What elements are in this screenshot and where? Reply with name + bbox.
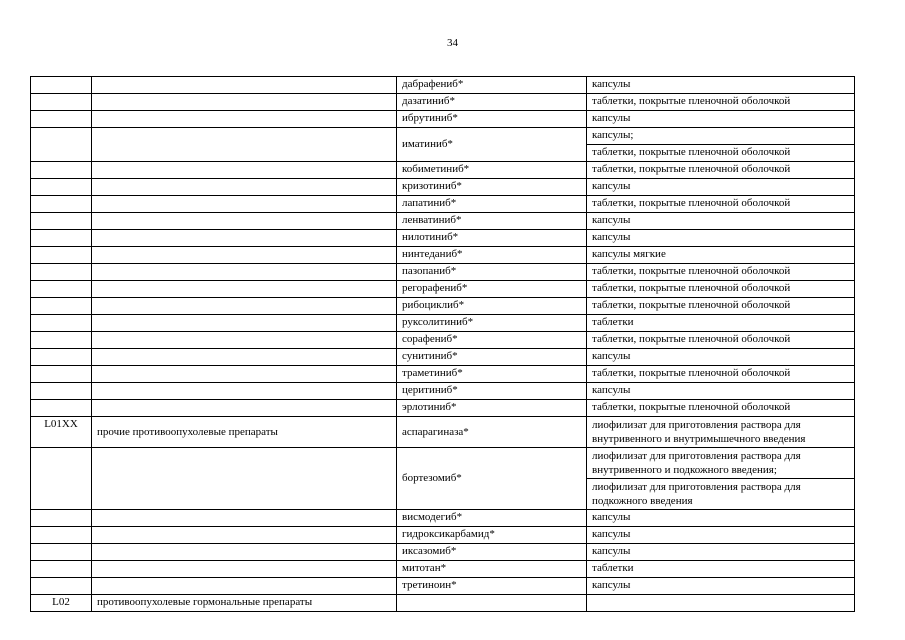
code-cell: [31, 213, 92, 230]
code-cell: [31, 349, 92, 366]
code-cell: [31, 111, 92, 128]
form-cell: таблетки, покрытые пленочной оболочкой: [587, 162, 855, 179]
code-cell: [31, 179, 92, 196]
table-row: [31, 400, 855, 417]
table-row: [31, 77, 855, 94]
group-cell: [92, 128, 397, 162]
form-cell: таблетки: [587, 561, 855, 578]
group-cell: [92, 247, 397, 264]
code-cell: [31, 315, 92, 332]
table-row: [31, 366, 855, 383]
code-cell: [31, 561, 92, 578]
drug-cell: сорафениб*: [397, 332, 587, 349]
code-cell: [31, 162, 92, 179]
form-cell: лиофилизат для приготовления раствора для внутривенного и внутримышечного введения: [587, 417, 855, 448]
table-row: [31, 230, 855, 247]
form-cell: таблетки, покрытые пленочной оболочкой: [587, 298, 855, 315]
form-cell: таблетки, покрытые пленочной оболочкой: [587, 145, 855, 162]
drug-cell: рибоциклиб*: [397, 298, 587, 315]
table-row: [31, 94, 855, 111]
page-number: 34: [447, 37, 458, 49]
form-cell: капсулы: [587, 527, 855, 544]
table-row: [31, 578, 855, 595]
form-cell: таблетки, покрытые пленочной оболочкой: [587, 332, 855, 349]
code-cell: [31, 544, 92, 561]
table-body: [31, 77, 855, 612]
form-cell: капсулы: [587, 349, 855, 366]
form-cell: лиофилизат для приготовления раствора для внутривенного и подкожного введения;: [587, 448, 855, 479]
form-cell: капсулы: [587, 111, 855, 128]
drug-cell: аспарагиназа*: [397, 417, 587, 448]
drug-cell: висмодегиб*: [397, 510, 587, 527]
form-cell: таблетки, покрытые пленочной оболочкой: [587, 196, 855, 213]
drug-cell: бортезомиб*: [397, 448, 587, 510]
group-cell: [92, 213, 397, 230]
group-cell: прочие противоопухолевые препараты: [92, 417, 397, 448]
code-cell: [31, 332, 92, 349]
drug-cell: дазатиниб*: [397, 94, 587, 111]
group-cell: [92, 332, 397, 349]
form-cell: лиофилизат для приготовления раствора для подкожного введения: [587, 479, 855, 510]
form-cell: капсулы: [587, 77, 855, 94]
group-cell: [92, 383, 397, 400]
code-cell: [31, 448, 92, 510]
form-cell: таблетки, покрытые пленочной оболочкой: [587, 400, 855, 417]
form-cell: [587, 595, 855, 612]
drug-cell: иксазомиб*: [397, 544, 587, 561]
group-cell: [92, 281, 397, 298]
code-cell: L02: [31, 595, 92, 612]
code-cell: [31, 578, 92, 595]
group-cell: [92, 527, 397, 544]
table-row: [31, 448, 855, 479]
form-cell: капсулы: [587, 510, 855, 527]
table-row: [31, 162, 855, 179]
table-row: [31, 179, 855, 196]
drug-cell: траметиниб*: [397, 366, 587, 383]
group-cell: [92, 578, 397, 595]
code-cell: [31, 94, 92, 111]
table-row: [31, 247, 855, 264]
drug-cell: ленватиниб*: [397, 213, 587, 230]
drug-cell: эрлотиниб*: [397, 400, 587, 417]
table-row: [31, 527, 855, 544]
form-cell: капсулы мягкие: [587, 247, 855, 264]
table-row: [31, 383, 855, 400]
code-cell: [31, 510, 92, 527]
drug-cell: регорафениб*: [397, 281, 587, 298]
table-row: [31, 561, 855, 578]
group-cell: [92, 366, 397, 383]
drug-cell: пазопаниб*: [397, 264, 587, 281]
table-row: [31, 264, 855, 281]
code-cell: [31, 383, 92, 400]
drug-cell: ибрутиниб*: [397, 111, 587, 128]
group-cell: [92, 561, 397, 578]
group-cell: [92, 264, 397, 281]
code-cell: [31, 264, 92, 281]
drug-cell: кобиметиниб*: [397, 162, 587, 179]
table-row: [31, 298, 855, 315]
group-cell: [92, 400, 397, 417]
drug-cell: [397, 595, 587, 612]
form-cell: капсулы: [587, 544, 855, 561]
table-row: [31, 595, 855, 612]
group-cell: противоопухолевые гормональные препараты: [92, 595, 397, 612]
form-cell: капсулы: [587, 213, 855, 230]
form-cell: капсулы: [587, 578, 855, 595]
table-row: [31, 510, 855, 527]
code-cell: L01XX: [31, 417, 92, 448]
group-cell: [92, 349, 397, 366]
drug-cell: дабрафениб*: [397, 77, 587, 94]
drug-cell: нинтеданиб*: [397, 247, 587, 264]
code-cell: [31, 77, 92, 94]
table-row: [31, 349, 855, 366]
form-cell: таблетки, покрытые пленочной оболочкой: [587, 94, 855, 111]
form-cell: капсулы: [587, 383, 855, 400]
group-cell: [92, 179, 397, 196]
code-cell: [31, 400, 92, 417]
drug-cell: иматиниб*: [397, 128, 587, 162]
code-cell: [31, 247, 92, 264]
group-cell: [92, 94, 397, 111]
form-cell: капсулы;: [587, 128, 855, 145]
code-cell: [31, 298, 92, 315]
drug-cell: церитиниб*: [397, 383, 587, 400]
table-row: [31, 111, 855, 128]
group-cell: [92, 77, 397, 94]
code-cell: [31, 527, 92, 544]
group-cell: [92, 230, 397, 247]
code-cell: [31, 230, 92, 247]
table-row: [31, 315, 855, 332]
table-row: [31, 417, 855, 448]
form-cell: капсулы: [587, 179, 855, 196]
drug-cell: митотан*: [397, 561, 587, 578]
code-cell: [31, 366, 92, 383]
group-cell: [92, 298, 397, 315]
drug-table: [30, 76, 855, 612]
table-row: [31, 128, 855, 145]
form-cell: капсулы: [587, 230, 855, 247]
drug-cell: сунитиниб*: [397, 349, 587, 366]
code-cell: [31, 281, 92, 298]
code-cell: [31, 128, 92, 162]
group-cell: [92, 544, 397, 561]
form-cell: таблетки, покрытые пленочной оболочкой: [587, 281, 855, 298]
drug-cell: третиноин*: [397, 578, 587, 595]
drug-cell: руксолитиниб*: [397, 315, 587, 332]
drug-cell: нилотиниб*: [397, 230, 587, 247]
table-row: [31, 281, 855, 298]
form-cell: таблетки, покрытые пленочной оболочкой: [587, 366, 855, 383]
drug-cell: гидроксикарбамид*: [397, 527, 587, 544]
table-row: [31, 196, 855, 213]
table-row: [31, 213, 855, 230]
code-cell: [31, 196, 92, 213]
group-cell: [92, 196, 397, 213]
drug-cell: лапатиниб*: [397, 196, 587, 213]
drug-cell: кризотиниб*: [397, 179, 587, 196]
form-cell: таблетки, покрытые пленочной оболочкой: [587, 264, 855, 281]
group-cell: [92, 315, 397, 332]
form-cell: таблетки: [587, 315, 855, 332]
group-cell: [92, 162, 397, 179]
table-row: [31, 544, 855, 561]
group-cell: [92, 510, 397, 527]
group-cell: [92, 448, 397, 510]
table-row: [31, 332, 855, 349]
group-cell: [92, 111, 397, 128]
